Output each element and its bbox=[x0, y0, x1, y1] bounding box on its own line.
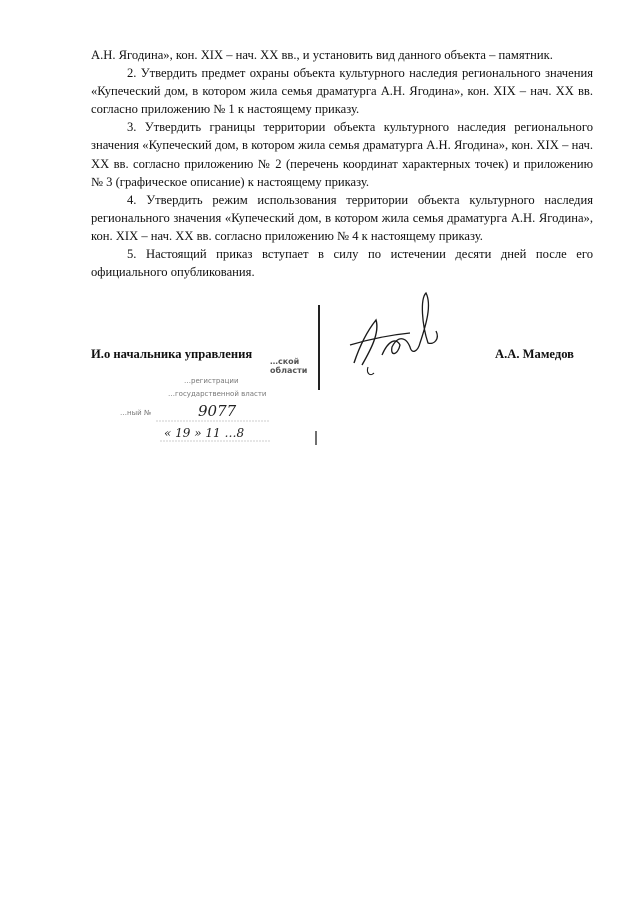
stamp-date: « 19 » 11 …8 bbox=[164, 426, 245, 440]
paragraph-item-5: 5. Настоящий приказ вступает в силу по истечении десяти дней после его официального опубликования. bbox=[91, 247, 593, 280]
stamp-lines bbox=[120, 353, 325, 448]
registration-stamp bbox=[120, 353, 325, 448]
paragraph-continuation: А.Н. Ягодина», кон. XIX – нач. XX вв., и установить вид данного объекта – памятник. bbox=[91, 48, 553, 62]
stamp-line-1: …регистрации bbox=[184, 377, 239, 385]
paragraph-item-3: 3. Утвердить границы территории объекта культурного наследия регионального значения «Купеческий дом, в котором жила семья драматурга А.Н. Ягодина», кон. XIX – нач. XX вв. согласно приложению № 2 (перечень координат характерных точек) и приложению № 3 (графическое описание) к настоящему приказу. bbox=[91, 120, 593, 189]
stamp-line-2: …государственной власти bbox=[168, 390, 267, 398]
signatory-title: И.о начальника управления bbox=[91, 347, 253, 361]
signatory-name: А.А. Мамедов bbox=[495, 347, 574, 361]
stamp-reg-label: …ный № bbox=[120, 409, 152, 417]
paragraph-item-4: 4. Утвердить режим использования территории объекта культурного наследия регионального значения «Купеческий дом, в котором жила семья драматурга А.Н. Ягодина», кон. XIX – нач. XX вв. согласно приложению № 4 к настоящему приказу. bbox=[91, 192, 593, 243]
paragraph-item-2: 2. Утвердить предмет охраны объекта культурного наследия регионального значения «Купеческий дом, в котором жила семья драматурга А.Н. Ягодина», кон. XIX – нач. XX вв. согласно приложению № 1 к настоящему приказу. bbox=[91, 66, 593, 117]
stamp-region-text: …ской области bbox=[270, 357, 308, 375]
stamp-reg-number: 9077 bbox=[198, 402, 237, 420]
order-body bbox=[91, 46, 593, 281]
